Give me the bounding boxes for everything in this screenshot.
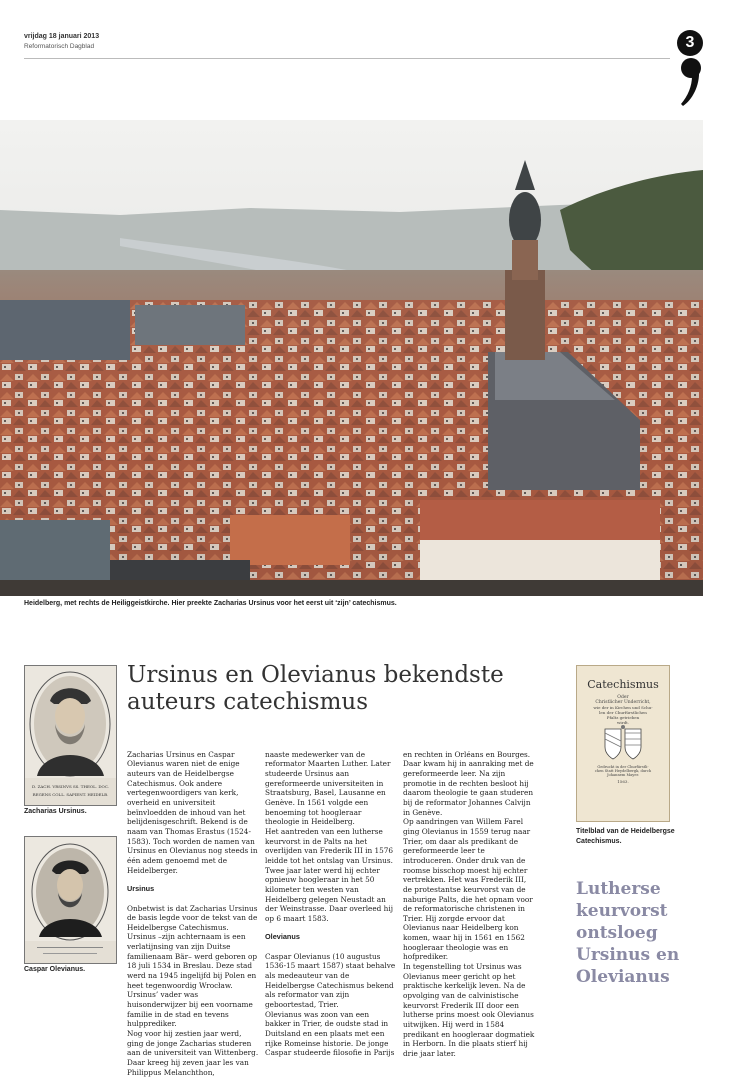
article-column-3 <box>403 740 535 1059</box>
subhead-olevianus: Olevianus <box>265 932 300 942</box>
article-column-1 <box>127 740 259 1077</box>
tp-line1: Oder <box>617 695 629 700</box>
page-number-badge: 3 <box>677 30 703 56</box>
col3-text: en rechten in Orléans en Bourges. Daar kwam hij in aanraking met de gereformeerde leer. Na zijn promotie in de rechten besloot hij daarom theologie te gaan studeren bij de reformator Johannes Calvijn in Genève. Op aandringen van Willem Farel ging Olevianus in 1559 terug naar Trier, om daar als predikant de gereformeerde leer te introduceren. Onder druk van de roomse bisschop moest hij echter vertrekken. Het was Frederik III, de protestantse keurvorst van de naburige Palts, die het opnam voor de reformatorische christenen in Trier. Hij zorgde ervoor dat Olevianus naar Heidelberg kon komen, waar hij in 1561 en 1562 hoogleraar theologie was en hofprediker. In tegenstelling tot Ursinus was Olevianus meer gericht op het praktische kerkelijk leven. Na de opvolging van de calvinistische keurvorst Frederik III door een lutherse prins moest ook Olevianus uitwijken. Hij werd in 1584 predikant en hoogleraar dogmatiek in Herborn. In die plaats stierf hij drie jaar later. <box>403 749 535 1058</box>
ursinus-portrait <box>24 665 117 806</box>
photo-caption: Heidelberg, met rechts de Heiliggeistkirche. Hier preekte Zacharias Ursinus voor het eerst uit ‘zijn’ catechismus. <box>24 600 397 607</box>
coat-of-arms-icon <box>577 725 669 765</box>
tp-line8: chen Statt Heydelbergk, durch <box>594 769 652 773</box>
col1-ursinus-text: Onbetwist is dat Zacharias Ursinus de basis legde voor de tekst van de Heidelbergse Catechismus. Ursinus –zijn achternaam is een verlatijnsing van zijn Duitse familienaam Bär– werd geboren op 18 juli 1534 in Breslau. Deze stad werd na 1945 ingelijfd bij Polen en heet tegenwoordig Wrocław. Ursinus’ vader was huisonderwijzer bij een voorname familie in de stad en tevens hulpprediker. Nog voor hij zestien jaar werd, ging de jonge Zacharias studeren aan de universiteit van Wittenberg. Daar kreeg hij zeven jaar les van Philippus Melanchthon, <box>127 903 259 1077</box>
ursinus-inscription-line2: REGENS COLL. SAPIENT. HEIDELB. <box>32 792 109 797</box>
col1-intro: Zacharias Ursinus en Caspar Olevianus waren niet de enige auteurs van de Heidelbergse Catechismus. Ook andere vertegenwoordigers van kerk, overheid en universiteit beïnvloedden de inhoud van het belijdenisgeschrift. Bekend is de naam van Thomas Erastus (1524-1583). Toch worden de namen van Ursinus en Olevianus nog steeds in één adem genoemd met de Heidelberger. <box>127 749 258 875</box>
tp-title: Catechismus <box>587 678 659 691</box>
tp-line5: Pfaltz getrieben <box>606 715 640 720</box>
title-page-caption: Titelblad van de Heidelbergse Catechismus. <box>576 828 675 845</box>
subhead-ursinus: Ursinus <box>127 884 155 894</box>
tp-year: 1563. <box>617 779 629 784</box>
tp-line4: len der Churfürstlichen <box>599 710 647 715</box>
olevianus-engraving-image <box>25 837 116 963</box>
olevianus-caption: Caspar Olevianus. <box>24 966 86 973</box>
article-headline: Ursinus en Olevianus bekendste auteurs catechismus <box>127 662 504 715</box>
ursinus-caption: Zacharias Ursinus. <box>24 808 87 815</box>
pull-quote: Lutherse keurvorst ontsloeg Ursinus en Olevianus <box>576 879 680 987</box>
heidelberg-cityscape-image <box>0 120 703 596</box>
olevianus-portrait <box>24 836 117 964</box>
article-column-2 <box>265 740 397 1058</box>
tp-line2: Christlicher Underricht, <box>595 700 651 705</box>
tp-line6: wirdt. <box>616 720 630 725</box>
tp-line7: Gedruckt in der Churfürstli- <box>597 765 649 769</box>
catechism-title-page <box>576 665 670 822</box>
tp-line9: Johannem Mayer. <box>607 773 639 777</box>
col2-olevianus-text: Caspar Olevianus (10 augustus 1536-15 maart 1587) staat behalve als medeauteur van de Heidelbergse Catechismus bekend als reformator van zijn geboortestad, Trier. Olevianus was zoon van een bakker in Trier, de oudste stad in Duitsland en een plaats met een rijke Romeinse historie. De jonge Caspar studeerde filosofie in Parijs <box>265 951 396 1058</box>
newspaper-name: Reformatorisch Dagblad <box>24 43 95 50</box>
tp-line3: wie der in Kirchen und Schu- <box>593 705 653 710</box>
comma-logo-icon <box>680 58 702 108</box>
col2-text: naaste medewerker van de reformator Maarten Luther. Later studeerde Ursinus aan gereformeerde universiteiten in Straatsburg, Basel, Lausanne en Genève. In 1561 volgde een benoeming tot hoogleraar theologie in Heidelberg. Het aantreden van een lutherse keurvorst in de Palts na het overlijden van Frederik III in 1576 leidde tot het ontslag van Ursinus. Twee jaar later werd hij echter opnieuw hoogleraar in het 50 kilometer ten westen van Heidelberg gelegen Neustadt an der Weinstrasse. Daar overleed hij op 6 maart 1583. <box>265 749 394 923</box>
issue-date: vrijdag 18 januari 2013 <box>24 33 100 40</box>
header-divider <box>24 58 670 59</box>
heidelberg-photo <box>0 120 703 596</box>
ursinus-inscription-line1: D. ZACH. VRSINVS SS. THEOL. DOC. <box>31 784 110 789</box>
